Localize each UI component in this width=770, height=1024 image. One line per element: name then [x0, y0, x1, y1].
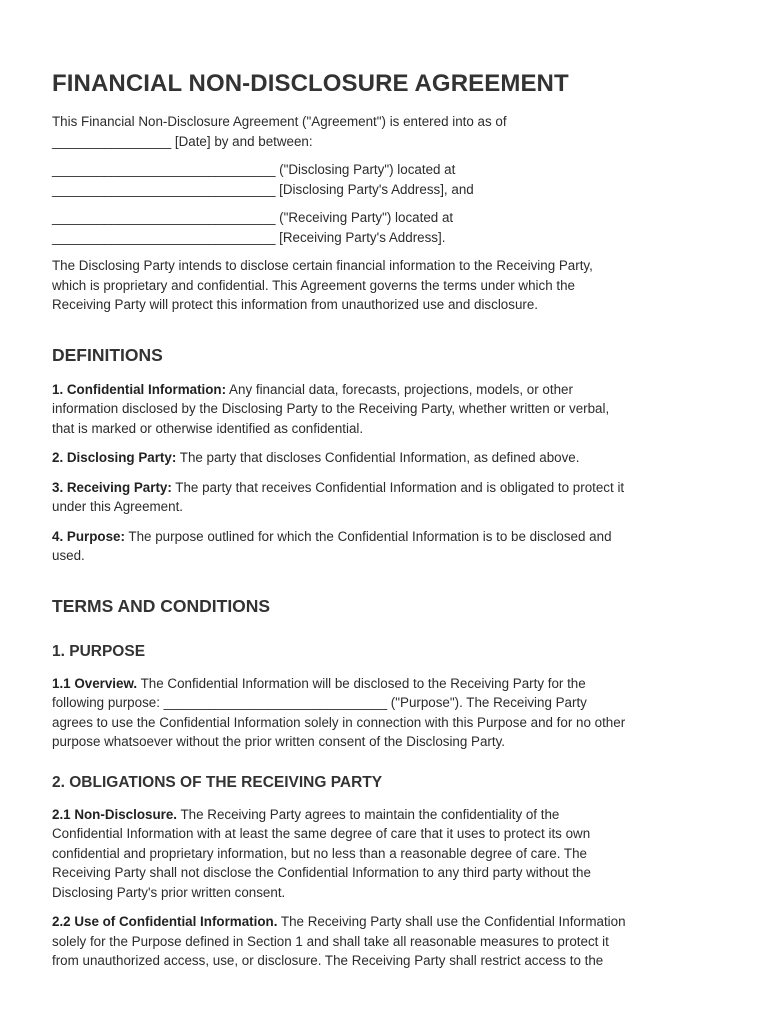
definition-text: The purpose outlined for which the Confidential Information is to be disclosed and: [124, 528, 612, 544]
definition-item: [52, 527, 720, 566]
clause-term: 2.2 Use of Confidential Information.: [52, 914, 278, 929]
clause-text: Confidential Information with at least the same degree of care that it uses to protect its own: [52, 826, 591, 841]
clause-text: solely for the Purpose defined in Section 1 and shall take all reasonable measures to protect it: [52, 933, 609, 949]
section-heading: 1. PURPOSE: [52, 642, 146, 660]
clause-text: The Confidential Information will be disclosed to the Receiving Party for the: [137, 675, 586, 691]
clause-item: [52, 805, 720, 903]
terms-heading: TERMS AND CONDITIONS: [52, 595, 271, 616]
receiving-party-block: [52, 208, 720, 247]
clause-text: Receiving Party shall not disclose the Confidential Information to any third party without the: [52, 865, 591, 880]
clause-item: [52, 912, 720, 971]
definition-term: 4. Purpose:: [52, 528, 125, 544]
disclosing-line: ______________________________ ("Disclosing Party") located at: [52, 162, 456, 177]
clause-text: purpose whatsoever without the prior written consent of the Disclosing Party.: [52, 734, 506, 749]
clause-text: agrees to use the Confidential Information solely in connection with this Purpose and for no other: [52, 714, 626, 730]
receiving-line: ______________________________ ("Receiving Party") located at: [52, 210, 454, 225]
definition-text: under this Agreement.: [52, 499, 184, 514]
intro-line: ________________ [Date] by and between:: [52, 133, 313, 149]
clause-term: 2.1 Non-Disclosure.: [52, 806, 178, 822]
preamble-line: which is proprietary and confidential. This Agreement governs the terms under which the: [52, 277, 576, 293]
clause-text: following purpose: ______________________________ ("Purpose"). The Receiving Party: [52, 695, 587, 710]
clause-term: 1.1 Overview.: [52, 675, 138, 691]
definition-term: 2. Disclosing Party:: [52, 450, 177, 465]
receiving-line: ______________________________ [Receiving Party's Address].: [52, 229, 446, 245]
definition-text: The party that receives Confidential Information and is obligated to protect it: [171, 479, 625, 495]
clause-text: The Receiving Party agrees to maintain the confidentiality of the: [177, 806, 560, 822]
definition-item: [52, 478, 720, 517]
disclosing-party-block: [52, 160, 720, 199]
clause-text: confidential and proprietary information, but no less than a reasonable degree of care. The: [52, 845, 587, 861]
definition-text: information disclosed by the Disclosing Party to the Receiving Party, whether written or verbal,: [52, 401, 610, 416]
clause-text: The Receiving Party shall use the Confidential Information: [277, 914, 626, 929]
definition-item: [52, 448, 720, 468]
clause-item: [52, 674, 720, 752]
intro-line: This Financial Non-Disclosure Agreement ("Agreement") is entered into as of: [52, 114, 507, 129]
intro-paragraph: [52, 112, 720, 151]
definition-text: The party that discloses Confidential Information, as defined above.: [176, 450, 580, 465]
preamble-line: Receiving Party will protect this information from unauthorized use and disclosure.: [52, 297, 539, 312]
definitions-heading: DEFINITIONS: [52, 344, 163, 365]
preamble-paragraph: [52, 256, 720, 315]
definition-text: Any financial data, forecasts, projections, models, or other: [226, 381, 573, 397]
clause-text: Disclosing Party's prior written consent.: [52, 884, 286, 900]
disclosing-line: ______________________________ [Disclosing Party's Address], and: [52, 181, 474, 197]
definition-text: used.: [52, 548, 85, 563]
definition-text: that is marked or otherwise identified as confidential.: [52, 420, 364, 436]
clause-text: from unauthorized access, use, or disclosure. The Receiving Party shall restrict access to the: [52, 953, 604, 968]
document-title: FINANCIAL NON-DISCLOSURE AGREEMENT: [52, 70, 569, 97]
preamble-line: The Disclosing Party intends to disclose certain financial information to the Receiving Party,: [52, 258, 593, 273]
definition-item: [52, 380, 720, 439]
definition-term: 1. Confidential Information:: [52, 381, 227, 397]
section-heading: 2. OBLIGATIONS OF THE RECEIVING PARTY: [52, 773, 383, 791]
definition-term: 3. Receiving Party:: [52, 479, 172, 495]
